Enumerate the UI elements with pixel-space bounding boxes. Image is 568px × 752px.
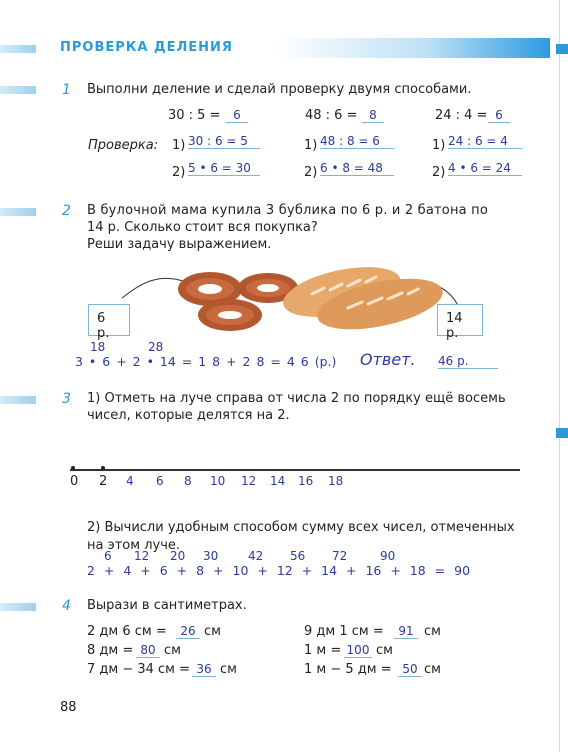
- partial-above-1: 18: [90, 340, 106, 354]
- convert-left-q: 8 дм =: [87, 643, 134, 658]
- task3-part2-line1: 2) Вычисли удобным способом сумму всех чисел, отмеченных: [87, 520, 515, 535]
- partial-sum: 30: [203, 549, 219, 563]
- convert-left-a: 80: [136, 643, 160, 658]
- right-edge-marker: [556, 428, 568, 438]
- convert-left-u: см: [164, 643, 181, 658]
- task2-expression: 3 • 6 + 2 • 14 = 1 8 + 2 8 = 4 6 (р.): [75, 354, 337, 369]
- check-3-1-label: 1): [432, 138, 446, 153]
- section-title: ПРОВЕРКА ДЕЛЕНИЯ: [60, 40, 233, 55]
- ray-point: [101, 466, 105, 470]
- sum-expression: 2 + 4 + 6 + 8 + 10 + 12 + 14 + 16 + 18 = 90: [87, 563, 471, 578]
- partial-sum: 72: [332, 549, 348, 563]
- partial-sum: 56: [290, 549, 306, 563]
- task1-text: Выполни деление и сделай проверку двумя способами.: [87, 82, 472, 97]
- bagel-price-box: [88, 304, 130, 341]
- check-2-1-label: 1): [304, 138, 318, 153]
- ray-label: 8: [184, 474, 192, 488]
- ray-label: 2: [99, 474, 108, 489]
- ray-label: 4: [126, 474, 134, 488]
- number-ray: [70, 469, 520, 471]
- check-3-1: 24 : 6 = 4: [448, 134, 522, 149]
- convert-right-q: 9 дм 1 см =: [304, 624, 384, 639]
- check-label: Проверка:: [88, 138, 159, 153]
- task1-expr-1: 30 : 5 =: [168, 108, 221, 123]
- convert-right-a: 91: [394, 624, 418, 639]
- partial-sum: 20: [170, 549, 186, 563]
- loaf-price-box: [437, 304, 483, 341]
- check-3-2-label: 2): [432, 165, 446, 180]
- bagel-icon: [198, 299, 262, 331]
- task1-number: 1: [62, 82, 71, 98]
- convert-left-a: 36: [192, 662, 216, 677]
- convert-right-a: 100: [344, 643, 372, 658]
- task2-line2: 14 р. Сколько стоит вся покупка?: [87, 220, 318, 235]
- task1-marker: [0, 86, 36, 94]
- check-3-2: 4 • 6 = 24: [448, 161, 522, 176]
- partial-above-2: 28: [148, 340, 164, 354]
- task2-line3: Реши задачу выражением.: [87, 237, 272, 252]
- answer-word: Ответ.: [360, 350, 416, 369]
- ray-label: 10: [210, 474, 226, 488]
- check-1-1: 30 : 6 = 5: [188, 134, 260, 149]
- partial-sum: 6: [104, 549, 112, 563]
- ray-label: 18: [328, 474, 344, 488]
- partial-sum: 90: [380, 549, 396, 563]
- header-right-marker: [556, 44, 568, 54]
- partial-sum: 42: [248, 549, 264, 563]
- check-2-2-label: 2): [304, 165, 318, 180]
- convert-right-u: см: [424, 624, 441, 639]
- check-1-2: 5 • 6 = 30: [188, 161, 260, 176]
- task4-marker: [0, 603, 36, 611]
- check-1-2-label: 2): [172, 165, 186, 180]
- ray-label: 6: [156, 474, 164, 488]
- ray-label: 16: [298, 474, 314, 488]
- loaf-price: 14 р.: [446, 311, 463, 341]
- task1-expr-3: 24 : 4 =: [435, 108, 488, 123]
- task3-line2: чисел, которые делятся на 2.: [87, 408, 290, 423]
- task4-text: Вырази в сантиметрах.: [87, 598, 247, 613]
- task2-number: 2: [62, 203, 71, 219]
- task3-part2-line2: на этом луче.: [87, 538, 181, 553]
- task3-marker: [0, 396, 36, 404]
- ray-label: 14: [270, 474, 286, 488]
- bagel-price: 6 р.: [97, 311, 110, 341]
- check-1-1-label: 1): [172, 138, 186, 153]
- page-number: 88: [60, 700, 77, 715]
- convert-right-u: см: [376, 643, 393, 658]
- task3-line1: 1) Отметь на луче справа от числа 2 по порядку ещё восемь: [87, 391, 506, 406]
- ray-label: 12: [241, 474, 257, 488]
- convert-left-a: 26: [176, 624, 200, 639]
- convert-left-u: см: [220, 662, 237, 677]
- convert-right-q: 1 м =: [304, 643, 342, 658]
- ray-origin-point: [71, 466, 75, 470]
- task2-answer: 46 р.: [438, 354, 498, 369]
- task4-number: 4: [62, 598, 71, 614]
- task2-line1: В булочной мама купила 3 бублика по 6 р. и 2 батона по: [87, 203, 489, 218]
- ray-label-0: 0: [70, 474, 79, 489]
- task1-answer-3: 6: [488, 108, 510, 123]
- check-2-1: 48 : 8 = 6: [320, 134, 394, 149]
- check-2-2: 6 • 8 = 48: [320, 161, 394, 176]
- convert-right-q: 1 м − 5 дм =: [304, 662, 392, 677]
- convert-left-u: см: [204, 624, 221, 639]
- page-edge: [559, 0, 560, 752]
- task1-answer-2: 8: [362, 108, 384, 123]
- task3-number: 3: [62, 391, 71, 407]
- task2-marker: [0, 208, 36, 216]
- task1-expr-2: 48 : 6 =: [305, 108, 358, 123]
- convert-right-u: см: [424, 662, 441, 677]
- convert-left-q: 2 дм 6 см =: [87, 624, 167, 639]
- convert-left-q: 7 дм − 34 см =: [87, 662, 191, 677]
- partial-sum: 12: [134, 549, 150, 563]
- header-marker: [0, 45, 36, 53]
- task1-answer-1: 6: [226, 108, 248, 123]
- convert-right-a: 50: [398, 662, 422, 677]
